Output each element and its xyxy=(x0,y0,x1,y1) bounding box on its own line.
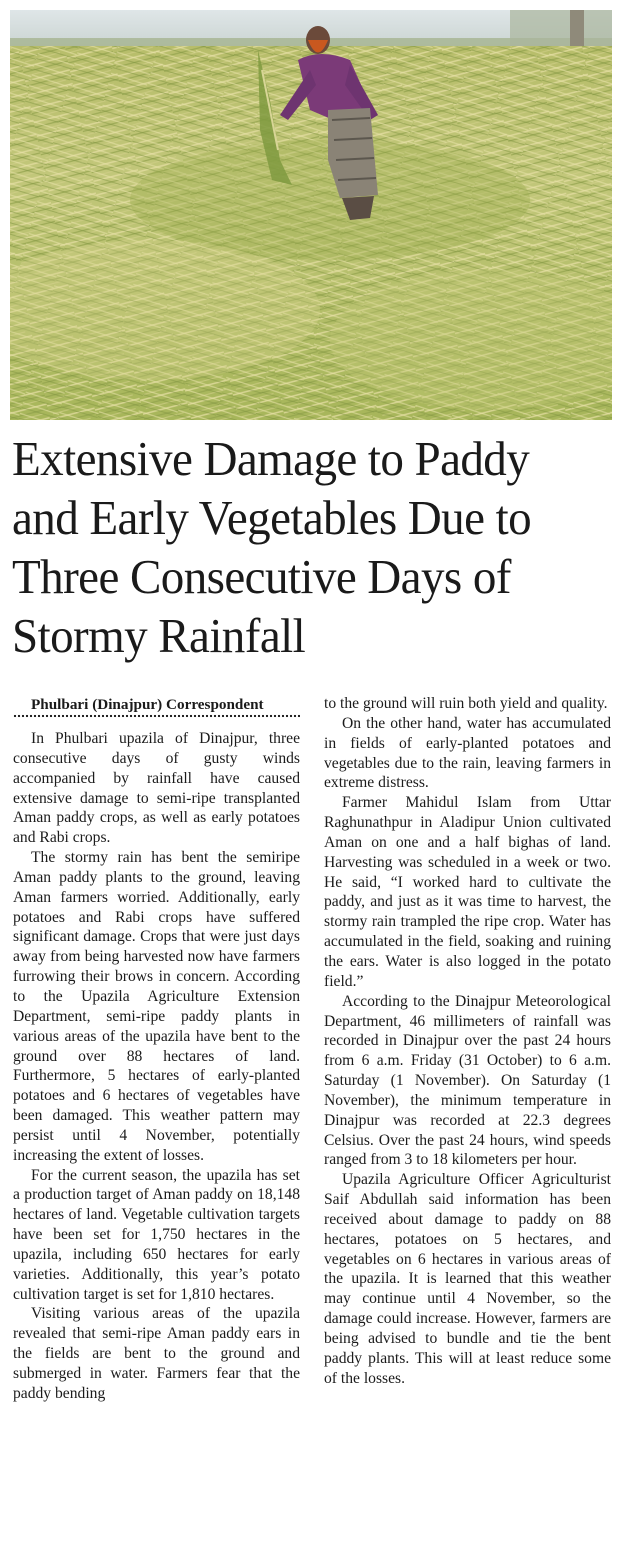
byline: Phulbari (Dinajpur) Correspondent xyxy=(31,696,264,713)
headline xyxy=(12,430,598,666)
paddy-field-photo-icon xyxy=(10,10,612,420)
paragraph: Upazila Agriculture Officer Agriculturist Saif Abdullah said information has been received about damage to paddy on 88 hectares, potatoes on 5 hectares, and vegetables on 6 hectares in various areas of the upazila. It is learned that this weather may continue until 4 November, so the damage could increase. However, farmers are being advised to bundle and tie the bent paddy plants. This will at least reduce some of the losses. xyxy=(324,1171,611,1387)
headline-line-4: Stormy Rainfall xyxy=(12,610,306,663)
article-column-left xyxy=(13,695,300,1404)
news-photo xyxy=(10,10,612,420)
dotted-divider xyxy=(13,714,300,718)
paragraph: According to the Dinajpur Meteorological Department, 46 millimeters of rainfall was recorded in Dinajpur over the past 24 hours from 6 a.m. Friday (31 October) to 6 a.m. Saturday (1 November). On Saturday (1 November), the minimum temperature in Dinajpur was recorded at 22.3 degrees Celsius. Over the past 24 hours, wind speeds ranged from 3 to 18 kilometers per hour. xyxy=(324,992,611,1169)
paragraph: In Phulbari upazila of Dinajpur, three consecutive days of gusty winds accompanied by rainfall have caused extensive damage to semi-ripe transplanted Aman paddy crops, as well as early potatoes and Rabi crops. xyxy=(13,730,300,847)
paragraph: On the other hand, water has accumulated in fields of early-planted potatoes and vegetables due to the rain, leaving farmers in extreme distress. xyxy=(324,714,611,792)
paragraph: to the ground will ruin both yield and quality. xyxy=(324,695,608,712)
article-column-right xyxy=(324,694,611,1389)
headline-line-2: and Early Vegetables Due to xyxy=(12,492,532,545)
headline-line-3: Three Consecutive Days of xyxy=(12,551,511,604)
paragraph: Farmer Mahidul Islam from Uttar Raghunathpur in Aladipur Union cultivated Aman on one and a half bighas of land. Harvesting was scheduled in a week or two. He said, “I worked hard to cultivate the paddy, and just as it was time to harvest, the stormy rain trampled the ripe crop. Water has accumulated in the field, soaking and ruining the ears. Water is also logged in the potato field.” xyxy=(324,794,611,990)
headline-line-1: Extensive Damage to Paddy xyxy=(12,433,530,486)
paragraph: The stormy rain has bent the semiripe Aman paddy plants to the ground, leaving Aman farmers worried. Additionally, early potatoes and Rabi crops have suffered significant damage. Crops that were just days away from being harvested now have farmers furrowing their brows in concern. According to the Upazila Agriculture Extension Department, semi-ripe paddy plants in various areas of the upazila have bent to the ground over 88 hectares of land. Furthermore, 5 hectares of early-planted potatoes and 6 hectares of vegetables have been damaged. This weather pattern may persist until 4 November, potentially increasing the extent of losses. xyxy=(13,849,300,1164)
paragraph: For the current season, the upazila has set a production target of Aman paddy on 18,148 hectares of land. Vegetable cultivation targets have been set for 1,750 hectares in the upazila, including 650 hectares for early varieties. Additionally, this year’s potato cultivation target is set for 1,810 hectares. xyxy=(13,1166,300,1303)
paragraph: Visiting various areas of the upazila revealed that semi-ripe Aman paddy ears in the fields are bent to the ground and submerged in water. Farmers fear that the paddy bending xyxy=(13,1305,300,1402)
